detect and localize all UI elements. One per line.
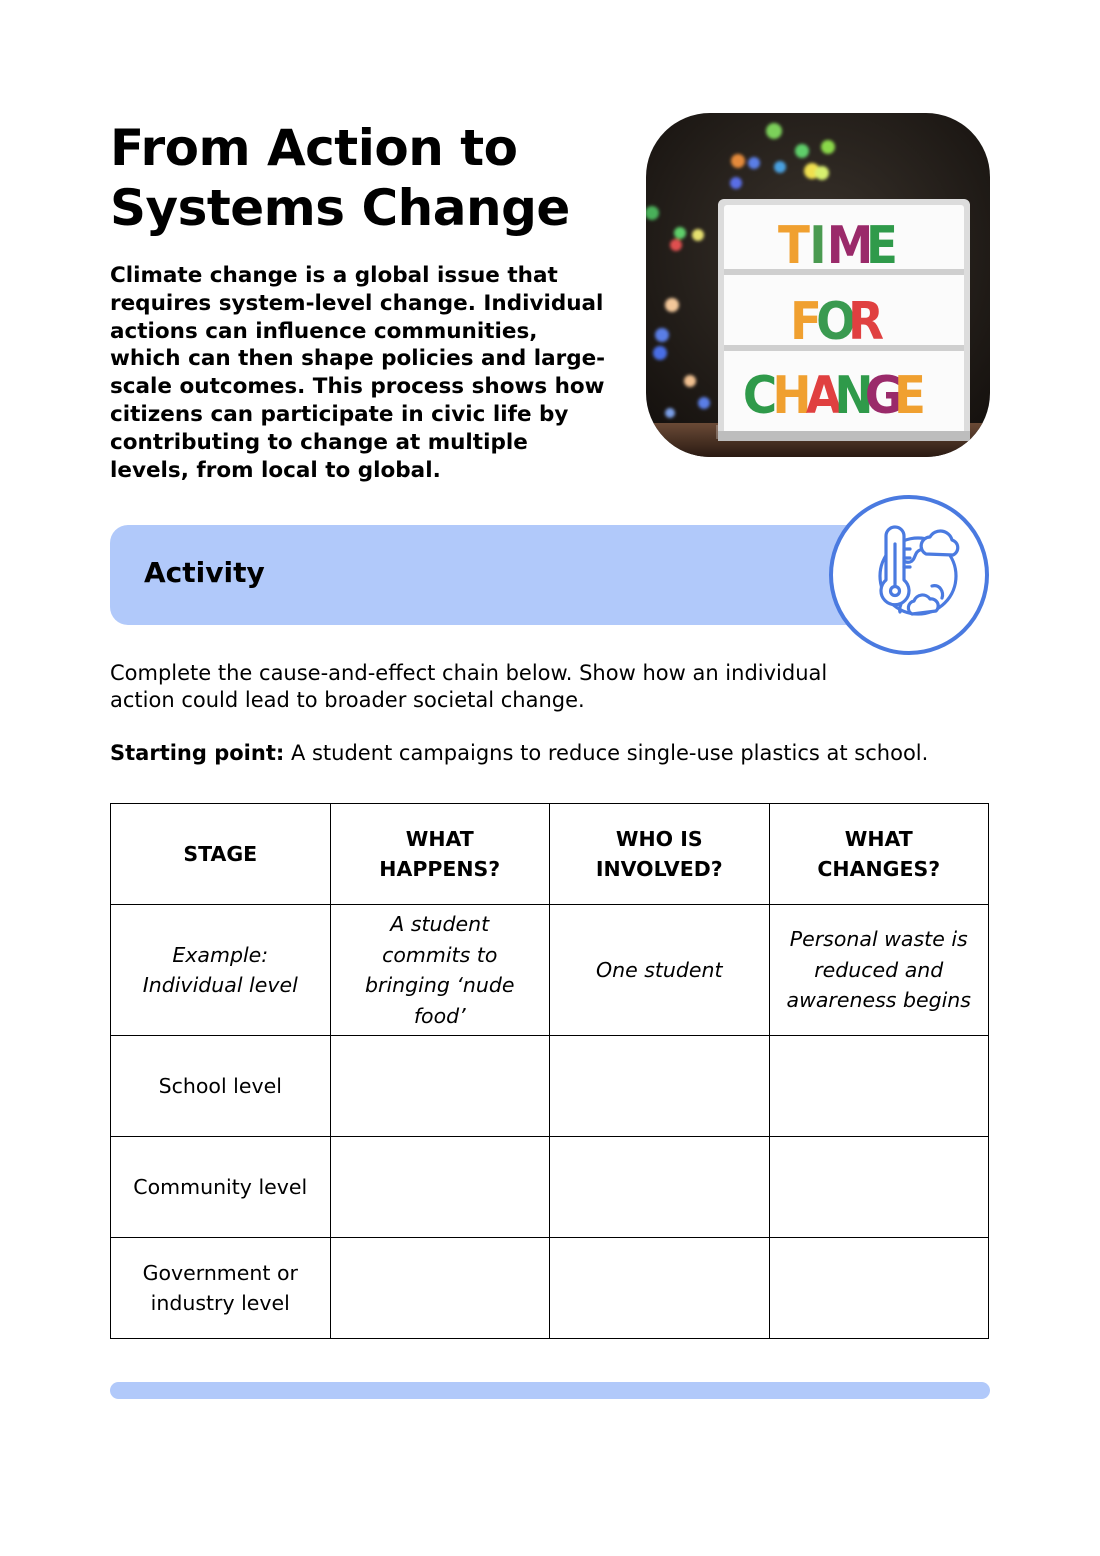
sign-letter-m: M xyxy=(826,216,874,276)
stage-community: Community level xyxy=(111,1137,331,1238)
community-what-happens-cell[interactable] xyxy=(330,1137,550,1238)
school-what-happens-cell[interactable] xyxy=(330,1036,550,1137)
example-stage: Example: Individual level xyxy=(111,905,331,1036)
header-what-changes: WHAT CHANGES? xyxy=(769,804,989,905)
government-what-happens-cell[interactable] xyxy=(330,1238,550,1339)
activity-banner xyxy=(110,525,900,625)
footer-divider xyxy=(110,1382,990,1399)
sign-letter-g: G xyxy=(864,366,904,426)
sign-letter-o: O xyxy=(816,292,856,352)
government-who-involved-cell[interactable] xyxy=(550,1238,770,1339)
sign-letter-a: A xyxy=(805,366,843,426)
activity-heading: Activity xyxy=(144,556,265,589)
sign-letter-f: F xyxy=(790,292,822,352)
table-row-community xyxy=(111,1137,989,1238)
school-what-changes-cell[interactable] xyxy=(769,1036,989,1137)
starting-point xyxy=(110,739,990,767)
sign-letter-e2: E xyxy=(894,366,926,426)
stage-government: Government or industry level xyxy=(111,1238,331,1339)
page-title xyxy=(110,118,630,238)
sign-letter-h: H xyxy=(772,366,812,426)
sign-letter-n: N xyxy=(834,366,874,426)
stage-school: School level xyxy=(111,1036,331,1137)
header-who-involved: WHO IS INVOLVED? xyxy=(550,804,770,905)
page-title-line-2: Systems Change xyxy=(110,179,570,237)
time-for-change-photo xyxy=(646,113,990,457)
page-title-line-1: From Action to xyxy=(110,119,518,177)
header-what-happens: WHAT HAPPENS? xyxy=(330,804,550,905)
example-who-involved: One student xyxy=(550,905,770,1036)
starting-point-label: Starting point: xyxy=(110,741,285,765)
sign-letter-t: T xyxy=(778,216,810,276)
intro-paragraph: Climate change is a global issue that requires system-level change. Individual actions can influence communities, which can then shape policies and large-scale outcomes. This process shows how citizens can participate in civic life by contributing to change at multiple levels, from local to global. xyxy=(110,263,606,483)
cause-effect-table xyxy=(110,803,989,1339)
sign-letter-e: E xyxy=(866,216,898,276)
community-what-changes-cell[interactable] xyxy=(769,1137,989,1238)
starting-point-text: A student campaigns to reduce single-use plastics at school. xyxy=(284,741,929,765)
activity-instructions: Complete the cause-and-effect chain below. Show how an individual action could lead to broader societal change. xyxy=(110,661,828,712)
sign-letter-r: R xyxy=(847,292,885,352)
school-who-involved-cell[interactable] xyxy=(550,1036,770,1137)
table-row-government xyxy=(111,1238,989,1339)
sign-letter-c: C xyxy=(742,366,778,426)
table-row-school xyxy=(111,1036,989,1137)
example-what-happens: A student commits to bringing ‘nude food’ xyxy=(330,905,550,1036)
table-row-example xyxy=(111,905,989,1036)
community-who-involved-cell[interactable] xyxy=(550,1137,770,1238)
header-stage: STAGE xyxy=(111,804,331,905)
table-header-row xyxy=(111,804,989,905)
example-what-changes: Personal waste is reduced and awareness begins xyxy=(769,905,989,1036)
globe-thermometer-icon xyxy=(828,494,990,656)
government-what-changes-cell[interactable] xyxy=(769,1238,989,1339)
sign-letter-i: I xyxy=(809,216,827,276)
